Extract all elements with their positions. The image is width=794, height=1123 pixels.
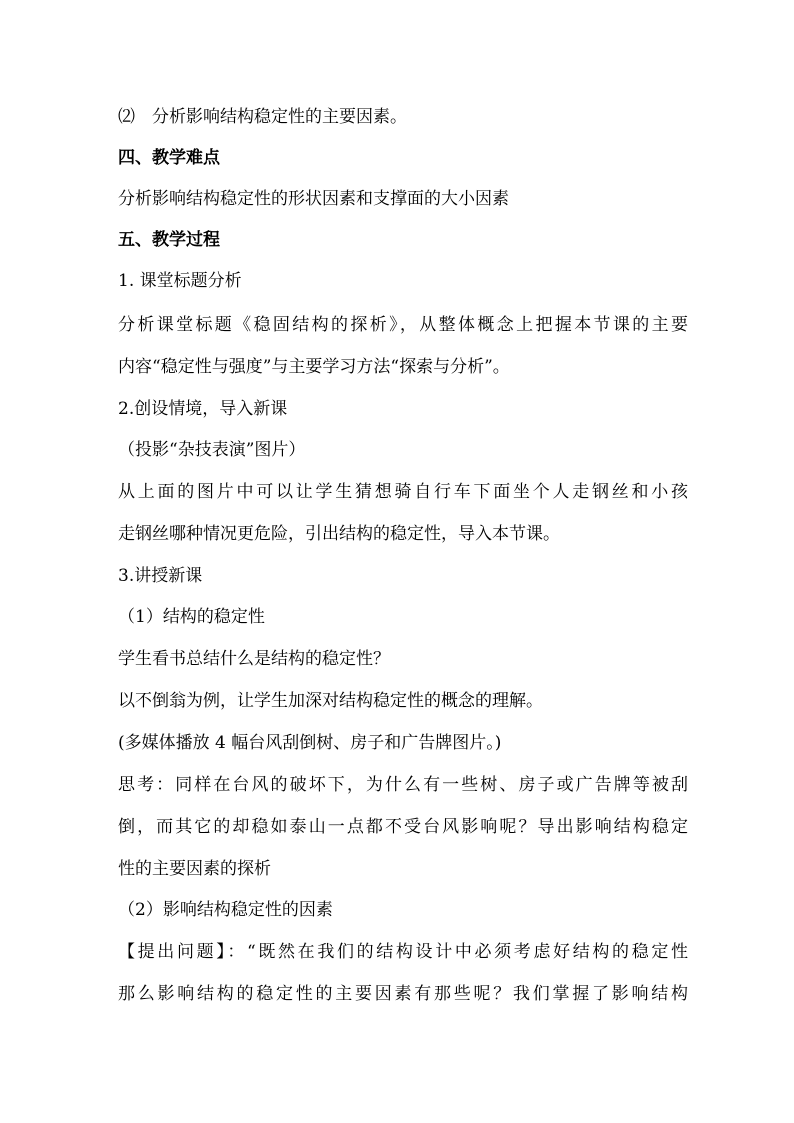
paragraph-line: 以不倒翁为例，让学生加深对结构稳定性的概念的理解。 [118, 691, 543, 711]
difficulties-text: 分析影响结构稳定性的形状因素和支撑面的大小因素 [118, 189, 509, 209]
subsection-heading-factors: （2）影响结构稳定性的因素 [118, 900, 333, 920]
paragraph-line: 内容“稳定性与强度”与主要学习方法“探索与分析”。 [118, 357, 510, 377]
section-heading-difficulties: 四、教学难点 [118, 148, 220, 168]
step-2-heading: 2.创设情境，导入新课 [118, 399, 288, 419]
step-3-heading: 3.讲授新课 [118, 566, 203, 586]
section-heading-process: 五、教学过程 [118, 230, 220, 250]
paragraph-line: 学生看书总结什么是结构的稳定性？ [118, 649, 390, 669]
paragraph-line: 思考：同样在台风的破坏下，为什么有一些树、房子或广告牌等被刮 [118, 775, 688, 795]
paragraph-line: 性的主要因素的探析 [118, 859, 271, 879]
paragraph-line: 那么影响结构的稳定性的主要因素有那些呢？我们掌握了影响结构 [118, 984, 688, 1004]
paragraph-line: 倒，而其它的却稳如泰山一点都不受台风影响呢？导出影响结构稳定 [118, 817, 688, 837]
objective-item-2: ⑵ 分析影响结构稳定性的主要因素。 [118, 107, 407, 127]
projection-note: （投影“杂技表演”图片） [118, 440, 306, 460]
subsection-heading-stability: （1）结构的稳定性 [118, 607, 265, 627]
paragraph-line: 从上面的图片中可以让学生猜想骑自行车下面坐个人走钢丝和小孩 [118, 482, 688, 502]
step-1-heading: 1. 课堂标题分析 [118, 271, 242, 291]
paragraph-line: 【提出问题】：“既然在我们的结构设计中必须考虑好结构的稳定性 [118, 942, 688, 962]
paragraph-line: 走钢丝哪种情况更危险，引出结构的稳定性，导入本节课。 [118, 524, 560, 544]
paragraph-line: 分析课堂标题《稳固结构的探析》，从整体概念上把握本节课的主要 [118, 315, 688, 335]
multimedia-note: (多媒体播放 4 幅台风刮倒树、房子和广告牌图片。) [118, 733, 502, 753]
